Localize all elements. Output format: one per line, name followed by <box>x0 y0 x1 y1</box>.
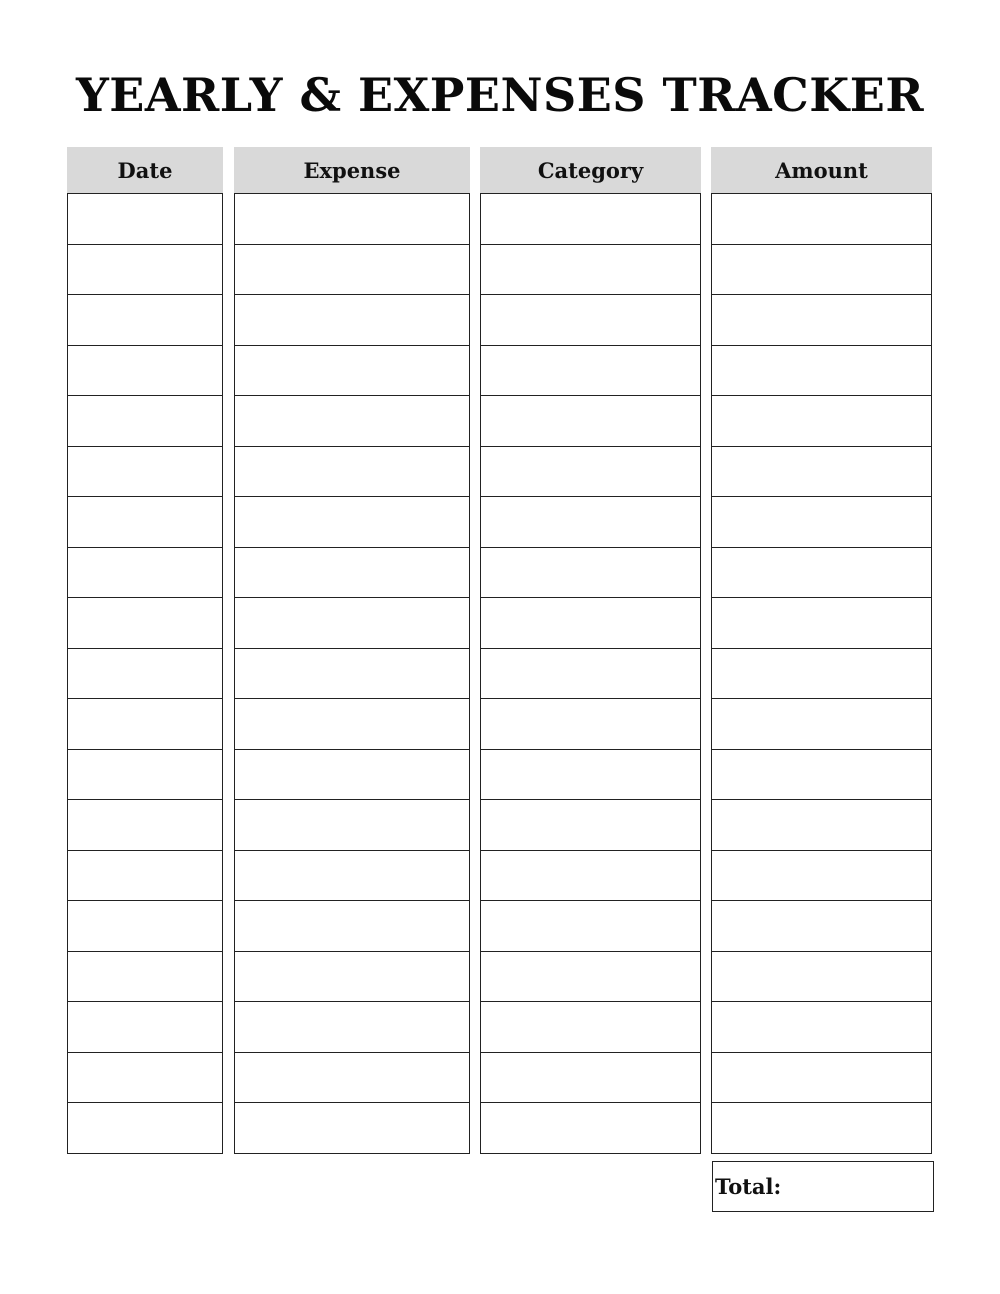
table-cell[interactable] <box>712 699 931 750</box>
table-cell[interactable] <box>712 447 931 498</box>
table-cell[interactable] <box>235 901 469 952</box>
table-cell[interactable] <box>712 750 931 801</box>
table-cell[interactable] <box>68 901 222 952</box>
table-cell[interactable] <box>481 295 700 346</box>
page-title: YEARLY & EXPENSES TRACKER <box>75 68 925 122</box>
table-cell[interactable] <box>481 699 700 750</box>
table-cell[interactable] <box>481 1002 700 1053</box>
table-cell[interactable] <box>68 245 222 296</box>
table-cell[interactable] <box>481 497 700 548</box>
table-cell[interactable] <box>712 245 931 296</box>
table-cell[interactable] <box>235 548 469 599</box>
table-cell[interactable] <box>481 649 700 700</box>
table-cell[interactable] <box>68 800 222 851</box>
table-cell[interactable] <box>235 1002 469 1053</box>
table-cell[interactable] <box>712 1103 931 1154</box>
table-cell[interactable] <box>235 194 469 245</box>
column-date <box>67 147 223 1154</box>
table-cell[interactable] <box>712 396 931 447</box>
table-cell[interactable] <box>235 851 469 902</box>
table-cell[interactable] <box>481 952 700 1003</box>
table-cell[interactable] <box>481 1053 700 1104</box>
cells-amount <box>711 193 932 1154</box>
table-cell[interactable] <box>712 901 931 952</box>
table-cell[interactable] <box>68 851 222 902</box>
table-cell[interactable] <box>235 497 469 548</box>
table-cell[interactable] <box>68 295 222 346</box>
table-cell[interactable] <box>712 851 931 902</box>
total-label: Total: <box>715 1174 782 1199</box>
table-cell[interactable] <box>68 1053 222 1104</box>
total-field[interactable] <box>712 1161 934 1212</box>
table-cell[interactable] <box>68 1002 222 1053</box>
table-cell[interactable] <box>68 1103 222 1154</box>
column-header-date: Date <box>67 147 223 193</box>
table-cell[interactable] <box>481 346 700 397</box>
table-cell[interactable] <box>235 396 469 447</box>
column-header-expense: Expense <box>234 147 470 193</box>
table-cell[interactable] <box>712 1002 931 1053</box>
table-cell[interactable] <box>235 800 469 851</box>
table-cell[interactable] <box>481 548 700 599</box>
table-cell[interactable] <box>68 396 222 447</box>
table-cell[interactable] <box>481 396 700 447</box>
table-cell[interactable] <box>481 851 700 902</box>
table-cell[interactable] <box>235 699 469 750</box>
table-cell[interactable] <box>481 598 700 649</box>
table-cell[interactable] <box>68 649 222 700</box>
table-cell[interactable] <box>68 598 222 649</box>
cells-expense <box>234 193 470 1154</box>
table-cell[interactable] <box>481 901 700 952</box>
table-cell[interactable] <box>712 548 931 599</box>
column-header-category: Category <box>480 147 701 193</box>
table-cell[interactable] <box>481 245 700 296</box>
column-header-amount: Amount <box>711 147 932 193</box>
table-cell[interactable] <box>481 800 700 851</box>
table-cell[interactable] <box>712 598 931 649</box>
table-cell[interactable] <box>68 699 222 750</box>
column-amount <box>711 147 932 1154</box>
table-cell[interactable] <box>68 346 222 397</box>
table-cell[interactable] <box>712 346 931 397</box>
table-cell[interactable] <box>235 952 469 1003</box>
table-cell[interactable] <box>68 497 222 548</box>
table-cell[interactable] <box>235 447 469 498</box>
table-cell[interactable] <box>235 245 469 296</box>
table-cell[interactable] <box>235 295 469 346</box>
table-cell[interactable] <box>235 1053 469 1104</box>
table-cell[interactable] <box>712 497 931 548</box>
table-cell[interactable] <box>235 598 469 649</box>
table-cell[interactable] <box>481 447 700 498</box>
cells-category <box>480 193 701 1154</box>
table-cell[interactable] <box>481 1103 700 1154</box>
table-cell[interactable] <box>712 800 931 851</box>
table-cell[interactable] <box>712 295 931 346</box>
table-cell[interactable] <box>235 346 469 397</box>
table-cell[interactable] <box>712 1053 931 1104</box>
table-cell[interactable] <box>712 952 931 1003</box>
column-expense <box>234 147 470 1154</box>
table-cell[interactable] <box>68 952 222 1003</box>
table-cell[interactable] <box>481 750 700 801</box>
table-cell[interactable] <box>68 447 222 498</box>
column-category <box>480 147 701 1154</box>
table-cell[interactable] <box>68 548 222 599</box>
table-cell[interactable] <box>235 750 469 801</box>
table-cell[interactable] <box>235 1103 469 1154</box>
table-cell[interactable] <box>235 649 469 700</box>
table-cell[interactable] <box>68 194 222 245</box>
table-cell[interactable] <box>712 194 931 245</box>
table-cell[interactable] <box>712 649 931 700</box>
table-cell[interactable] <box>68 750 222 801</box>
table-cell[interactable] <box>481 194 700 245</box>
cells-date <box>67 193 223 1154</box>
